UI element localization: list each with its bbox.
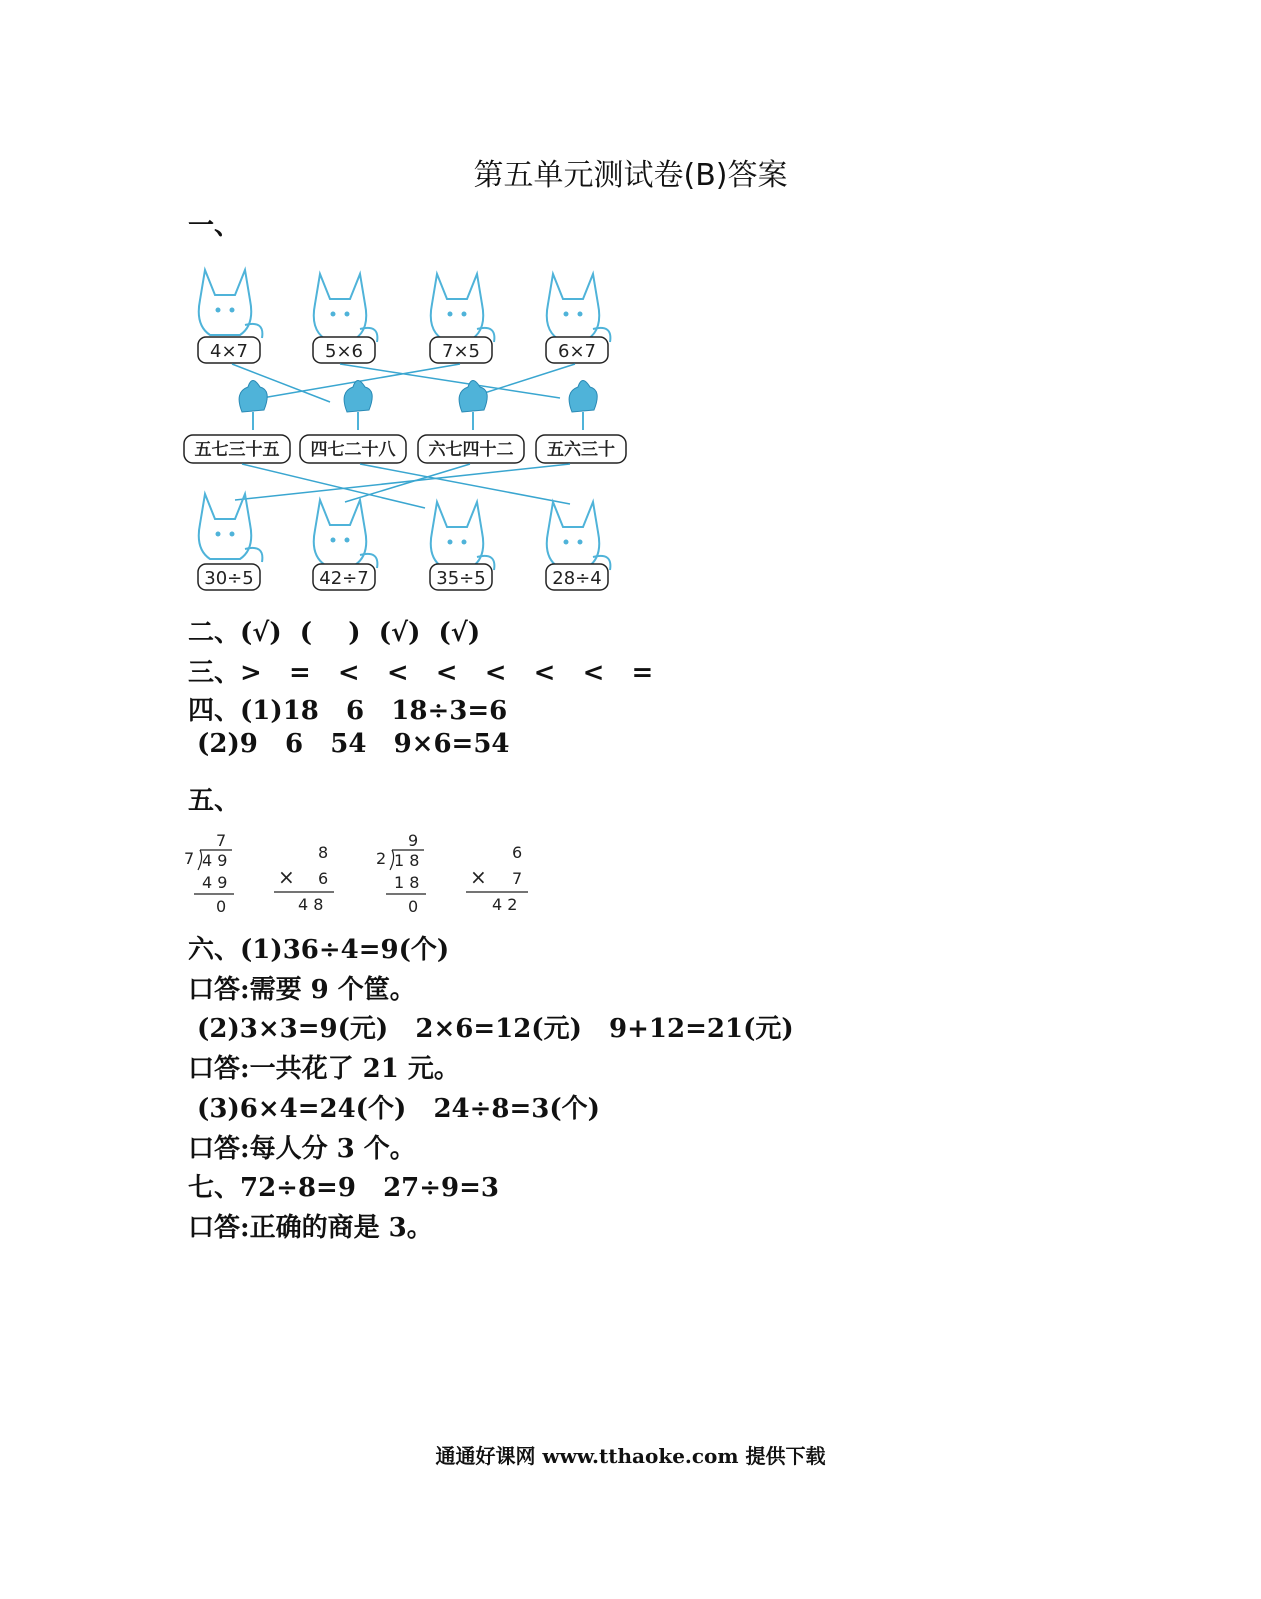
flower-4 [569,381,597,431]
bottom-label-2: 42÷7 [319,568,369,589]
vertical-calculations [180,830,560,930]
bottom-label-4: 28÷4 [552,568,602,589]
fox-top-1 [199,270,263,338]
fox-bottom-1 [199,494,263,562]
div2-quotient: 9 [408,831,419,850]
div2-product: 1 8 [394,873,420,892]
top-label-1: 4×7 [210,341,248,362]
section-6-part-3: (3)6×4=24(个) 24÷8=3(个) [188,1094,600,1124]
section-2: 二、(√) ( ) (√) (√) [188,618,481,648]
middle-label-4: 五六三十 [547,440,615,460]
div2-divisor: 2 [376,849,387,868]
top-label-4: 6×7 [558,341,596,362]
mul2-top: 6 [512,843,523,862]
flower-1 [239,381,267,431]
fox-bottom-4 [547,502,611,570]
section-1-label: 一、 [188,211,241,241]
section-6-answer-3: 口答:每人分 3 个。 [188,1134,416,1164]
section-6-answer-1: 口答:需要 9 个筐。 [188,975,416,1005]
top-label-3: 7×5 [442,341,480,362]
section-6-part-2: (2)3×3=9(元) 2×6=12(元) 9+12=21(元) [188,1014,794,1044]
middle-label-3: 六七四十二 [428,440,514,460]
flower-2 [344,381,372,431]
section-6-answer-2: 口答:一共花了 21 元。 [188,1054,460,1084]
section-7-answer: 口答:正确的商是 3。 [188,1213,433,1243]
mul1-bottom: 6 [318,869,329,888]
section-4-part-2: (2)9 6 54 9×6=54 [188,729,510,759]
fox-top-2 [314,274,378,342]
flower-3 [459,381,487,431]
matching-diagram [180,262,650,602]
section-4-part-1: 四、(1)18 6 18÷3=6 [188,696,508,726]
bottom-label-1: 30÷5 [204,568,254,589]
mul1-sign: × [278,865,295,889]
middle-label-2: 四七二十八 [310,440,396,460]
footer-source: 通通好课网 www.tthaoke.com 提供下载 [435,1444,826,1468]
mul2-bottom: 7 [512,869,523,888]
div2-remainder: 0 [408,897,419,916]
mul2-sign: × [470,865,487,889]
section-7: 七、72÷8=9 27÷9=3 [188,1173,500,1203]
section-6-part-1: 六、(1)36÷4=9(个) [188,935,450,965]
fox-top-4 [547,274,611,342]
middle-label-1: 五七三十五 [194,440,280,460]
bottom-label-3: 35÷5 [436,568,486,589]
div2-dividend: 1 8 [394,851,420,870]
fox-top-3 [431,274,495,342]
fox-bottom-2 [314,500,378,568]
div1-quotient: 7 [216,831,227,850]
section-5-label: 五、 [188,786,241,816]
div1-divisor: 7 [184,849,195,868]
mul1-top: 8 [318,843,329,862]
div1-dividend: 4 9 [202,851,228,870]
fox-bottom-3 [431,502,495,570]
page-title: 第五单元测试卷(B)答案 [473,158,788,193]
div1-product: 4 9 [202,873,228,892]
section-3: 三、> = < < < < < < = [188,658,654,688]
div1-remainder: 0 [216,897,227,916]
mul1-result: 4 8 [298,895,324,914]
mul2-result: 4 2 [492,895,518,914]
top-label-2: 5×6 [325,341,363,362]
